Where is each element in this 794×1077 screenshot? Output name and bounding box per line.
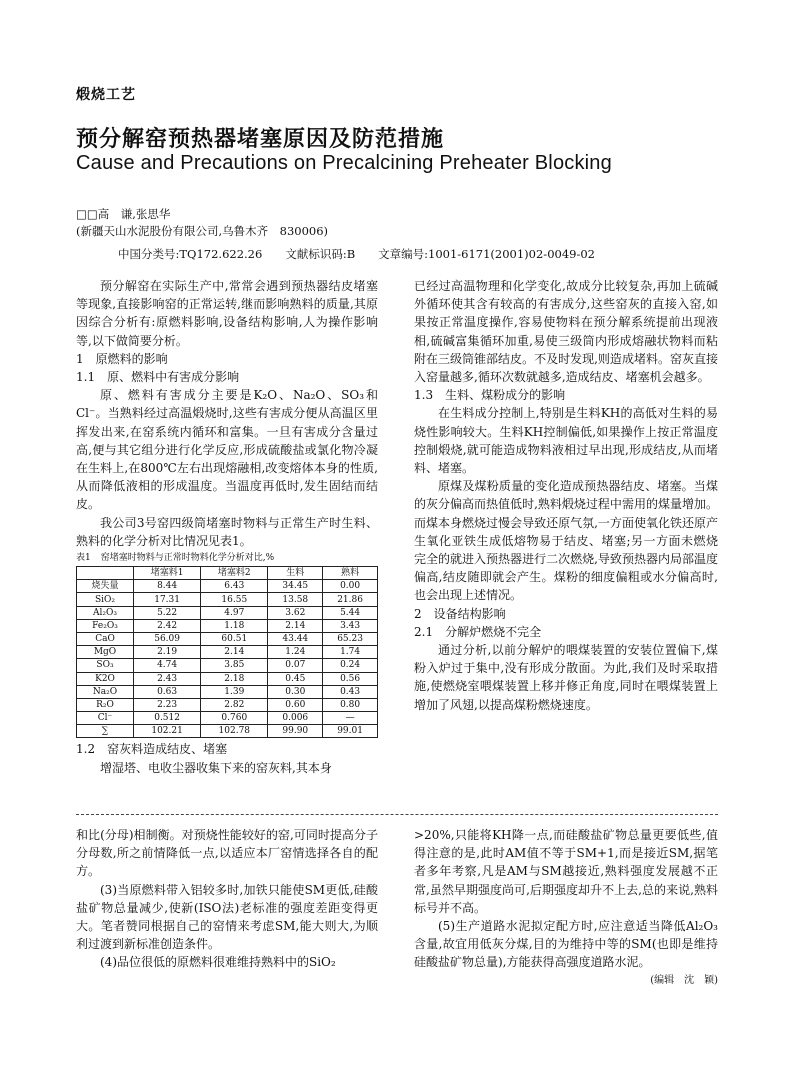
continued-left-column <box>76 826 378 972</box>
table-body <box>77 580 378 738</box>
paragraph: 预分解窑在实际生产中,常常会遇到预热器结皮堵塞等现象,直接影响窑的正常运转,继而影响熟料的质量,其原因综合分析有:原燃料影响,设备结构影响,人为操作影响等,以下做简要分析。 <box>76 279 378 348</box>
table-cell: 16.55 <box>201 593 268 606</box>
row-label: MgO <box>77 646 134 659</box>
table-cell: 3.85 <box>201 659 268 672</box>
table-cell: 102.21 <box>134 725 201 738</box>
article-divider <box>76 814 718 815</box>
table-row <box>77 632 378 645</box>
table-cell: 5.22 <box>134 606 201 619</box>
paragraph: (3)当原燃料带入铝较多时,加铁只能使SM更低,硅酸盐矿物总量减少,使新(ISO法)老标准的强度差距变得更大。笔者赞同根据自己的窑情来考虑SM,能大则大,为顺利过渡到新标准创造条件。 <box>76 882 378 952</box>
table-cell: 4.74 <box>134 659 201 672</box>
table-row <box>77 659 378 672</box>
table-number: 表1 <box>76 553 91 564</box>
paragraph: >20%,只能将KH降一点,而硅酸盐矿物总量更要低些,值得注意的是,此时AM值不等于SM+1,而是接近SM,据笔者多年考察,凡是AM与SM越接近,熟料强度发展越不正常,虽然早期强度尚可,后期强度却升不上去,总的来说,熟料标号并不高。 <box>414 828 718 915</box>
row-label: SO₃ <box>77 659 134 672</box>
table-cell: 17.31 <box>134 593 201 606</box>
heading-1-2: 1.2 窑灰料造成结皮、堵塞 <box>76 742 228 757</box>
table-row <box>77 606 378 619</box>
table-cell: 8.44 <box>134 580 201 593</box>
row-label: R₂O <box>77 698 134 711</box>
paragraph: 在生料成分控制上,特别是生料KH的高低对生料的易烧性影响较大。生料KH控制偏低,如果操作上按正常温度控制煅烧,就可能造成物料液相过早出现,形成结皮,从而堵料、堵塞。 <box>414 406 718 476</box>
table-cell: 0.80 <box>323 698 378 711</box>
table-cell: 0.006 <box>268 712 323 725</box>
paragraph: 原煤及煤粉质量的变化造成预热器结皮、堵塞。当煤的灰分偏高而热值低时,熟料煅烧过程中需用的煤量增加。而煤本身燃烧过慢会导致还原气氛,一方面使氧化铁还原产生氧化亚铁生成低熔物易于结皮、堵塞;另一方面未燃烧完全的就进入预热器进行二次燃烧,导致预热器内局部温度偏高,结皮随即就会产生。煤粉的细度偏粗或水分偏高时,也会出现上述情况。 <box>414 479 718 603</box>
row-label: CaO <box>77 632 134 645</box>
title-chinese: 预分解窑预热器堵塞原因及防范措施 <box>76 127 445 152</box>
table-cell: 0.63 <box>134 685 201 698</box>
row-label: ∑ <box>77 725 134 738</box>
table-cell: 2.14 <box>201 646 268 659</box>
row-label: SiO₂ <box>77 593 134 606</box>
heading-1-3: 1.3 生料、煤粉成分的影响 <box>414 388 566 403</box>
table-title: 窑堵塞时物料与正常时物料化学分析对比,% <box>100 553 275 564</box>
paragraph: (4)品位很低的原燃料很难维持熟料中的SiO₂ <box>100 955 336 970</box>
table-row <box>77 619 378 632</box>
table-row <box>77 593 378 606</box>
paragraph: 增湿塔、电收尘器收集下来的窑灰料,其本身 <box>100 760 332 775</box>
heading-2-1: 2.1 分解炉燃烧不完全 <box>414 624 542 639</box>
paragraph: (5)生产道路水泥拟定配方时,应注意适当降低Al₂O₃含量,故宜用低灰分煤,目的为维持中等的SM(也即是维持硅酸盐矿物总量),方能获得高强度道路水泥。 <box>414 919 718 970</box>
column-header: 堵塞料1 <box>134 567 201 580</box>
column-header: 生料 <box>268 567 323 580</box>
paragraph: 通过分析,以前分解炉的喂煤装置的安装位置偏下,煤粉入炉过于集中,没有形成分散面。为此,我们及时采取措施,使燃烧室喂煤装置上移并修正角度,同时在喂煤装置上增加了风翅,以提高煤粉燃烧速度。 <box>414 643 718 712</box>
right-column <box>414 277 718 714</box>
continued-right-column <box>414 826 718 990</box>
paragraph: 和比(分母)相制衡。对预烧性能较好的窑,可同时提高分子分母数,所之前情降低一点,以适应本厂窑情选择各自的配方。 <box>76 828 378 879</box>
chemical-analysis-table <box>76 566 378 738</box>
table-cell: 2.23 <box>134 698 201 711</box>
column-header: 熟料 <box>323 567 378 580</box>
paragraph: 我公司3号窑四级筒堵塞时物料与正常生产时生料、熟料的化学分析对比情况见表1。 <box>76 515 378 548</box>
table-row <box>77 698 378 711</box>
heading-2: 2 设备结构影响 <box>414 606 506 621</box>
table-cell: 2.18 <box>201 672 268 685</box>
row-label: Cl⁻ <box>77 712 134 725</box>
row-label: Al₂O₃ <box>77 606 134 619</box>
table-header-row <box>77 567 378 580</box>
table-cell: 2.43 <box>134 672 201 685</box>
table-cell: 0.30 <box>268 685 323 698</box>
table-row <box>77 672 378 685</box>
table-cell: 102.78 <box>201 725 268 738</box>
row-label: Na₂O <box>77 685 134 698</box>
column-header: 堵塞料2 <box>201 567 268 580</box>
table-cell: 34.45 <box>268 580 323 593</box>
table-cell: 3.43 <box>323 619 378 632</box>
table-cell: 1.18 <box>201 619 268 632</box>
table-cell: 4.97 <box>201 606 268 619</box>
table-row <box>77 685 378 698</box>
table-cell: 5.44 <box>323 606 378 619</box>
editor-credit: (编辑 沈 颖) <box>650 974 718 986</box>
column-header <box>77 567 134 580</box>
table-row <box>77 580 378 593</box>
table-cell: 0.24 <box>323 659 378 672</box>
table-cell: 2.14 <box>268 619 323 632</box>
table-cell: 3.62 <box>268 606 323 619</box>
table-cell: 2.19 <box>134 646 201 659</box>
table-cell: 1.74 <box>323 646 378 659</box>
row-label: 烧失量 <box>77 580 134 593</box>
table-cell: — <box>323 712 378 725</box>
table-cell: 60.51 <box>201 632 268 645</box>
table-row <box>77 712 378 725</box>
table-cell: 56.09 <box>134 632 201 645</box>
table-cell: 43.44 <box>268 632 323 645</box>
table-cell: 0.43 <box>323 685 378 698</box>
table-cell: 1.39 <box>201 685 268 698</box>
table-cell: 65.23 <box>323 632 378 645</box>
table-cell: 0.60 <box>268 698 323 711</box>
paragraph: 原、燃料有害成分主要是K₂O、Na₂O、SO₃和Cl⁻。当熟料经过高温煅烧时,这些有害成分便从高温区里挥发出来,在窑系统内循环和富集。一旦有害成分含量过高,便与其它组分进行化学反应,形成硫酸盐或氯化物冷凝在生料上,在800℃左右出现熔融相,改变熔体本身的性质,从而降低液相的形成温度。当温度再低时,发生固结而结皮。 <box>76 388 378 512</box>
table-cell: 0.00 <box>323 580 378 593</box>
table-row <box>77 725 378 738</box>
left-column <box>76 277 378 777</box>
table-cell: 0.45 <box>268 672 323 685</box>
table-row <box>77 646 378 659</box>
table-cell: 0.56 <box>323 672 378 685</box>
table-cell: 0.760 <box>201 712 268 725</box>
table-cell: 6.43 <box>201 580 268 593</box>
authors: □□高 谦,张思华 <box>76 207 171 221</box>
table-cell: 0.07 <box>268 659 323 672</box>
table-cell: 2.82 <box>201 698 268 711</box>
table-cell: 99.01 <box>323 725 378 738</box>
heading-1-1: 1.1 原、燃料中有害成分影响 <box>76 370 240 385</box>
row-label: Fe₂O₃ <box>77 619 134 632</box>
table-cell: 13.58 <box>268 593 323 606</box>
table-cell: 1.24 <box>268 646 323 659</box>
title-english: Cause and Precautions on Precalcining Preheater Blocking <box>76 152 612 174</box>
affiliation: (新疆天山水泥股份有限公司,乌鲁木齐 830006) <box>76 224 329 238</box>
row-label: K2O <box>77 672 134 685</box>
classification-line: 中国分类号:TQ172.622.26 文献标识码:B 文章编号:1001-6171(2001)02-0049-02 <box>118 247 595 261</box>
table-caption <box>76 552 378 565</box>
table-cell: 0.512 <box>134 712 201 725</box>
table-cell: 21.86 <box>323 593 378 606</box>
table-cell: 99.90 <box>268 725 323 738</box>
section-label: 煅烧工艺 <box>76 87 136 103</box>
table-cell: 2.42 <box>134 619 201 632</box>
heading-1: 1 原燃料的影响 <box>76 351 168 366</box>
paragraph: 已经过高温物理和化学变化,故成分比较复杂,再加上硫碱外循环使其含有较高的有害成分,这些窑灰的直接入窑,如果按正常温度操作,容易使物料在预分解系统提前出现液相,硫碱富集循环加重,易使三级筒内形成熔融状物料而粘附在三级筒锥部结皮。不及时发现,则造成堵料。窑灰直接入窑量越多,循环次数就越多,造成结皮、堵塞机会越多。 <box>414 279 718 385</box>
